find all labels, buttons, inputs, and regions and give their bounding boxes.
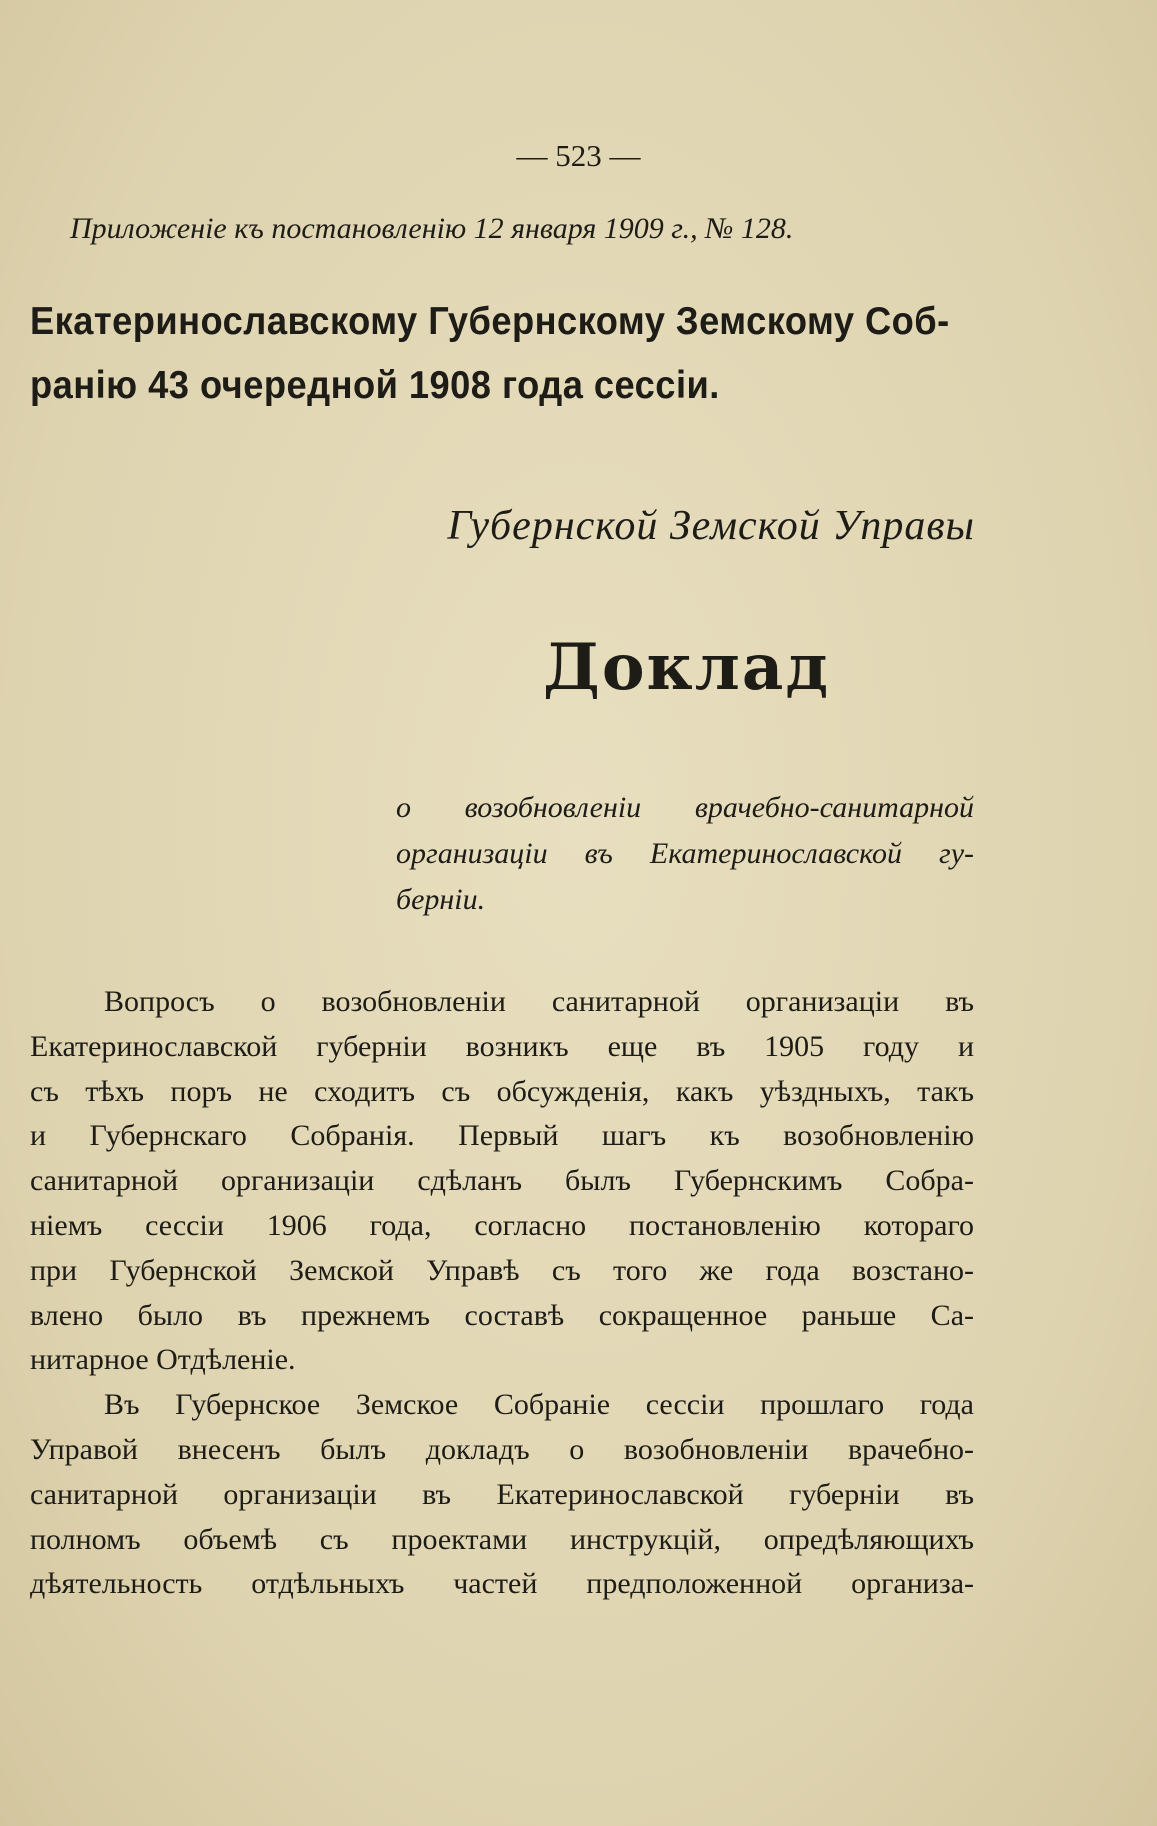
report-subject (396, 785, 974, 923)
text-line: влено было въ прежнемъ составѣ сокращенное раньше Са- (30, 1298, 974, 1332)
document-title: Доклад (542, 630, 830, 705)
appendix-reference: Приложенiе къ постановленiю 12 января 1909 г., № 128. (70, 212, 794, 245)
subject-line: бернiи. (396, 883, 486, 916)
paragraph (30, 980, 974, 1383)
text-line: нiемъ сессiи 1906 года, согласно постановленiю котораго (30, 1208, 974, 1242)
page-number: — 523 — (516, 138, 641, 173)
text-line: при Губернской Земской Управѣ съ того же года возстано- (30, 1253, 974, 1287)
subject-line: о возобновленiи врачебно-санитарной (396, 791, 974, 824)
text-line: Вопросъ о возобновленiи санитарной организацiи въ (104, 985, 974, 1018)
subject-line: организацiи въ Екатеринославской гу- (396, 837, 974, 870)
addressee-heading (30, 290, 950, 418)
text-line: Управой внесенъ былъ докладъ о возобновленiи врачебно- (30, 1432, 974, 1466)
text-line: дѣятельность отдѣльныхъ частей предположенной организа- (30, 1567, 974, 1601)
text-line: санитарной организацiи въ Екатеринославской губернiи въ (30, 1477, 974, 1511)
text-line: полномъ объемѣ съ проектами инструкцiй, опредѣляющихъ (30, 1522, 974, 1556)
text-line: санитарной организацiи сдѣланъ былъ Губернскимъ Собра- (30, 1164, 974, 1198)
heading-line: Екатеринославскому Губернскому Земскому Соб- (30, 300, 950, 343)
text-line: Екатеринославской губернiи возникъ еще въ 1905 году и (30, 1029, 974, 1063)
text-line: и Губернскаго Собранiя. Первый шагъ къ возобновленiю (30, 1119, 974, 1153)
text-line: съ тѣхъ поръ не сходитъ съ обсужденiя, какъ уѣздныхъ, такъ (30, 1074, 974, 1108)
text-line: нитарное Отдѣленiе. (30, 1343, 296, 1377)
heading-line: ранiю 43 очередной 1908 года сессiи. (30, 364, 720, 407)
issuing-board: Губернской Земской Управы (447, 503, 975, 549)
body-text (30, 980, 974, 1607)
paragraph (30, 1383, 974, 1607)
text-line: Въ Губернское Земское Собранiе сессiи прошлаго года (104, 1388, 974, 1422)
